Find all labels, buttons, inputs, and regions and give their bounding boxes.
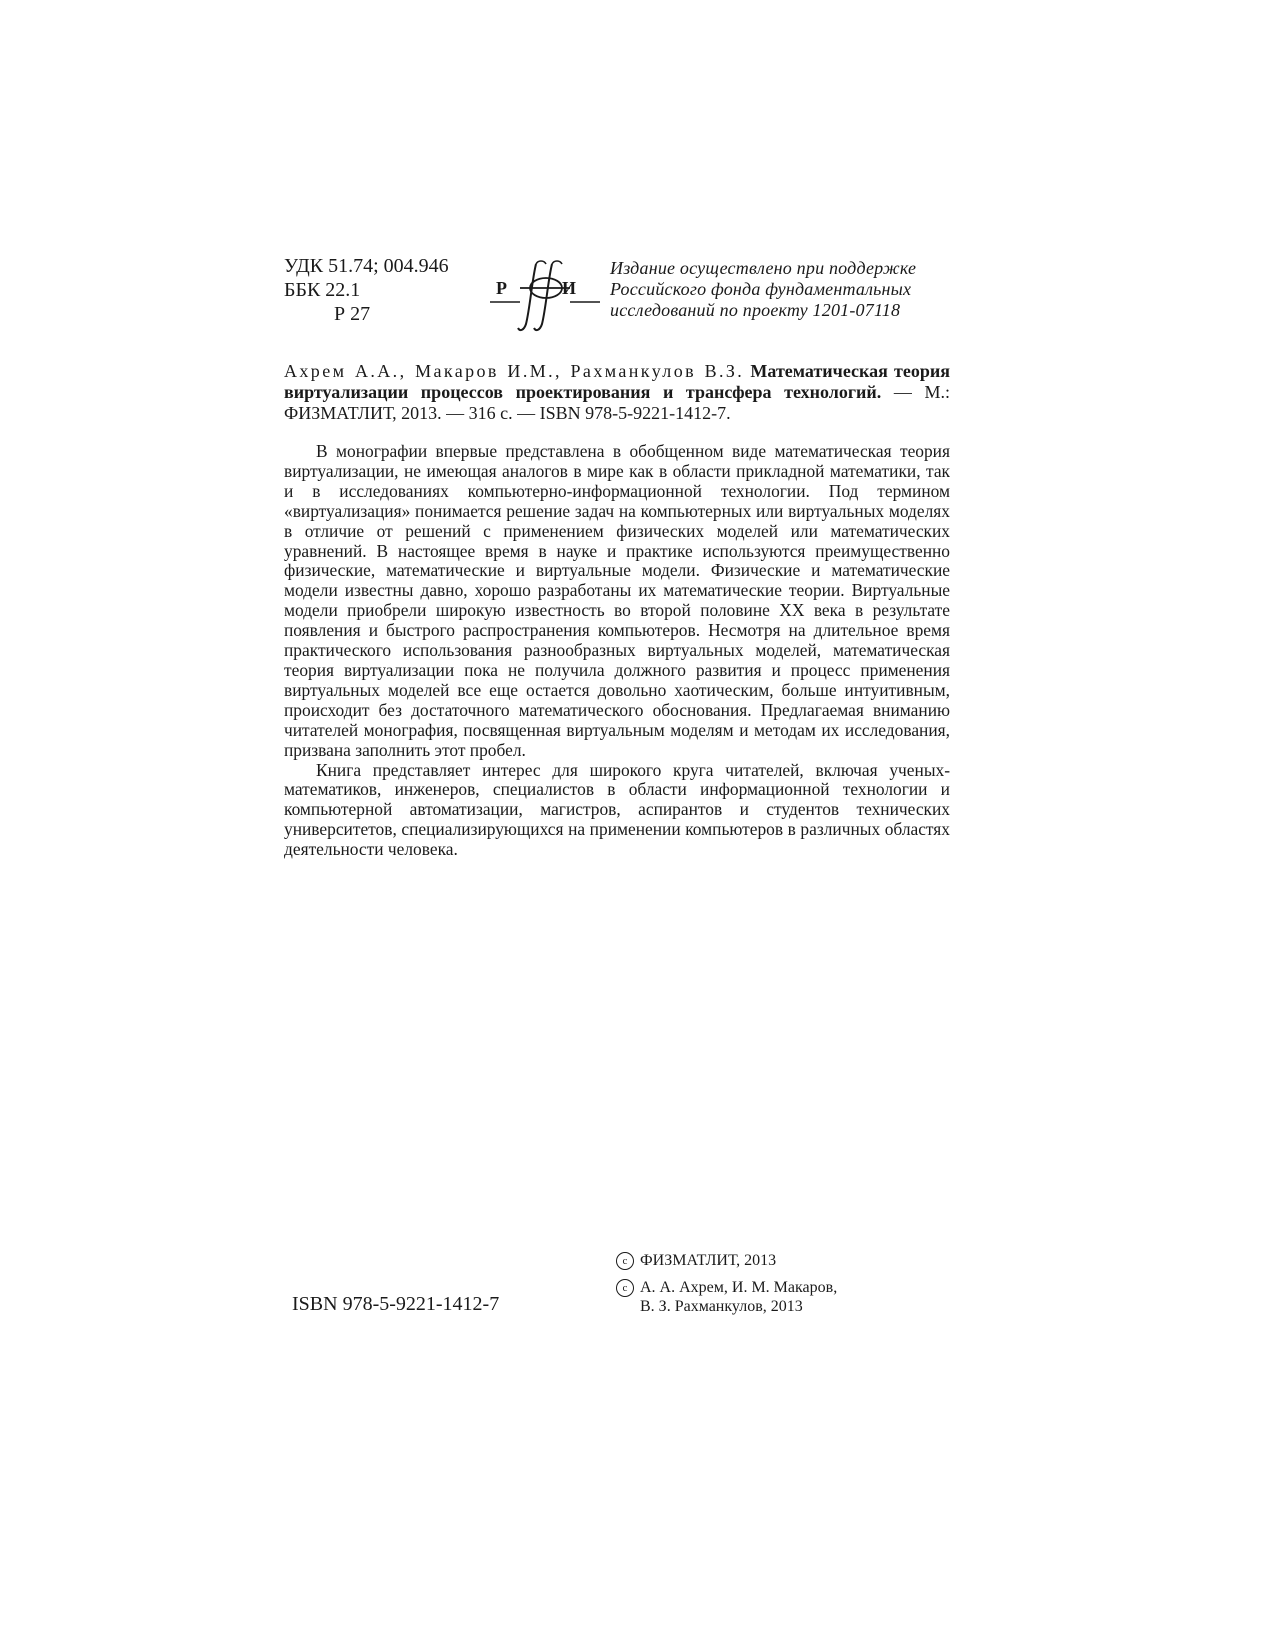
abstract [284,442,950,860]
copyright-publisher [616,1251,776,1270]
copyright-publisher-text: ФИЗМАТЛИТ, 2013 [640,1252,777,1269]
author-mark: Р 27 [334,303,371,325]
copyright-authors [616,1278,837,1316]
copyright-icon: c [616,1252,634,1270]
record-authors: Ахрем А.А., Макаров И.М., Рахманкулов В.З. [284,361,745,381]
logo-letter-left: Р [496,278,507,298]
abstract-paragraph: Книга представляет интерес для широкого круга читателей, включая ученых-математиков, инженеров, специалистов в области информационной технологии и компьютерной автоматизации, магистров, аспирантов и студентов технических университетов, специализирующихся на применении компьютеров в различных областях деятельности человека. [284,759,950,860]
classification-block [284,254,449,326]
logo-letter-right: И [562,278,577,298]
copyright-authors-line: В. З. Рахманкулов, 2013 [640,1298,803,1315]
bbk-code: ББК 22.1 [284,279,361,301]
support-line: исследований по проекту 1201-07118 [610,300,901,320]
bibliographic-record [284,361,950,424]
copyright-icon: c [616,1279,634,1297]
isbn: ISBN 978-5-9221-1412-7 [292,1293,500,1315]
udk-code: УДК 51.74; 004.946 [284,255,449,277]
support-line: Издание осуществлено при поддержке [610,258,917,278]
record-imprint: — М.: ФИЗМАТЛИТ, 2013. — 316 с. — ISBN 978-5-9221-1412-7. [284,382,950,423]
support-line: Российского фонда фундаментальных [610,279,912,299]
record-title: Математическая теория виртуализации процессов проектирования и трансфера технологий. [284,361,950,402]
abstract-paragraph: В монографии впервые представлена в обобщенном виде математическая теория виртуализации, не имеющая аналогов в мире как в области прикладной математики, так и в исследованиях компьютерно-информационной технологии. Под термином «виртуализация» понимается решение задач на компьютерных или виртуальных моделях в отличие от решений с применением физических моделей или математических уравнений. В настоящее время в науке и практике используются преимущественно физические, математические и виртуальные модели. Физические и математические модели известны давно, хорошо разработаны их математические теории. Виртуальные модели приобрели широкую известность во второй половине XX века в результате появления и быстрого распространения компьютеров. Несмотря на длительное время практического использования разнообразных виртуальных моделей, математическая теория виртуализации пока не получила должного развития и процесс применения виртуальных моделей все еще остается довольно хаотическим, больше интуитивным, происходит без достаточного математического обоснования. Предлагаемая вниманию читателей монография, посвященная виртуальным моделям и методам их исследования, призвана заполнить этот пробел. [284,441,950,760]
rffi-logo-icon [490,258,602,338]
copyright-authors-line: А. А. Ахрем, И. М. Макаров, [640,1279,838,1296]
support-note [610,258,950,321]
